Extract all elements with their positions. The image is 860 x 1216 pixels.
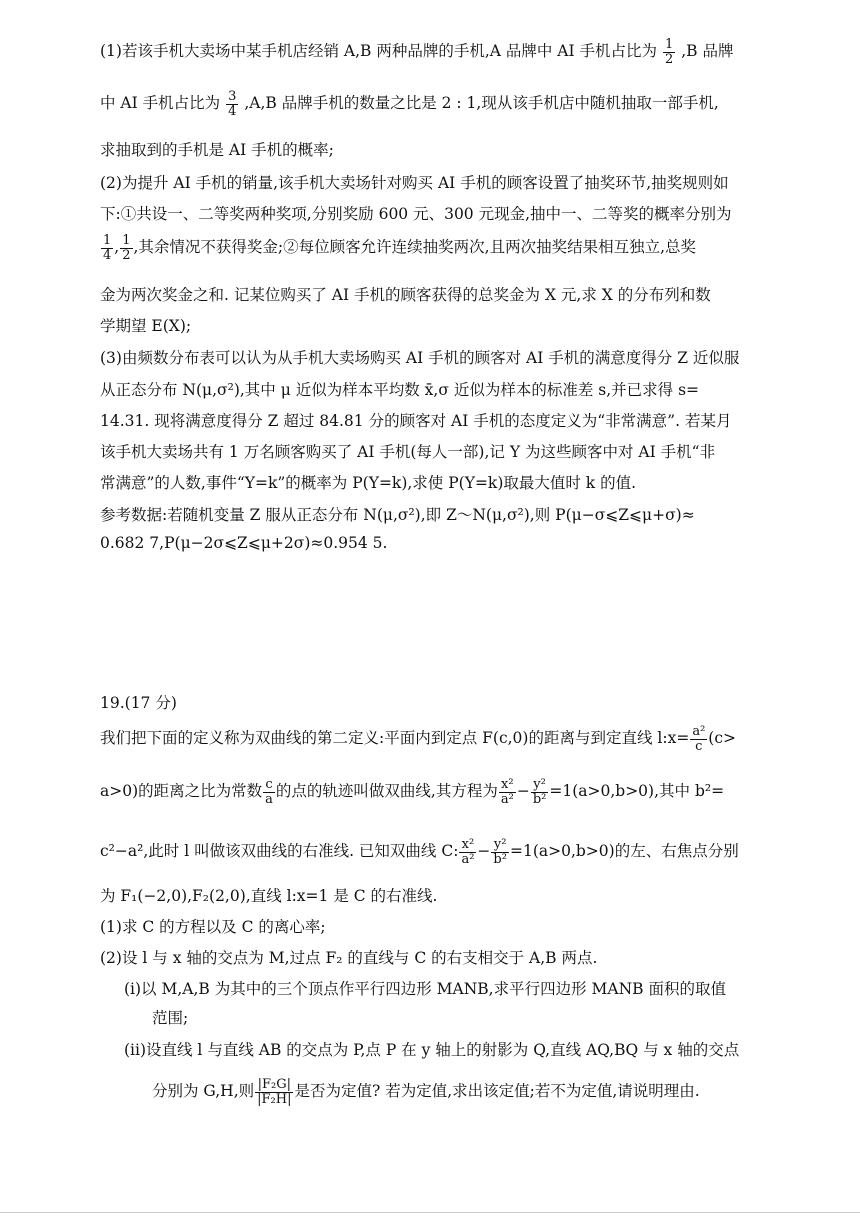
fraction-numerator: c — [263, 778, 275, 793]
text: − — [516, 782, 530, 801]
q18-part2-line5: 学期望 E(X); — [100, 317, 192, 335]
fraction — [531, 778, 549, 806]
text: 我们把下面的定义称为双曲线的第二定义:平面内到定点 F(c,0)的距离与到定直线 l:x= — [100, 729, 690, 748]
fraction — [263, 778, 275, 806]
text: =1(a>0,b>0),其中 b²= — [549, 782, 725, 801]
text: a>0)的距离之比为常数 — [100, 782, 263, 801]
fraction-numerator: x² — [499, 778, 516, 793]
q19-line4: 为 F₁(−2,0),F₂(2,0),直线 l:x=1 是 C 的右准线. — [100, 887, 438, 905]
q18-part1-line2 — [100, 90, 719, 118]
fraction-numerator: 1 — [103, 233, 112, 248]
q19-part2i-line1: (i)以 M,A,B 为其中的三个顶点作平行四边形 MANB,求平行四边形 MANB 面积的取值 — [124, 980, 726, 998]
fraction — [120, 234, 132, 262]
fraction-numerator: a² — [692, 724, 706, 739]
q19-header: 19.(17 分) — [100, 694, 177, 712]
q19-line2 — [100, 778, 724, 806]
q18-part3-line4: 该手机大卖场共有 1 万名顾客购买了 AI 手机(每人一部),记 Y 为这些顾客中对 AI 手机“非 — [100, 443, 716, 461]
q19-part2: (2)设 l 与 x 轴的交点为 M,过点 F₂ 的直线与 C 的右支相交于 A,B 两点. — [100, 949, 598, 967]
q18-part3-line5: 常满意”的人数,事件“Y=k”的概率为 P(Y=k),求使 P(Y=k)取最大值时 k 的值. — [100, 474, 637, 492]
q18-part2-line3 — [100, 234, 696, 262]
q18-part3-line3: 14.31. 现将满意度得分 Z 超过 84.81 分的顾客对 AI 手机的态度定义为“非常满意”. 若某月 — [100, 412, 732, 430]
fraction-denominator: |F₂H| — [257, 1091, 292, 1107]
fraction-numerator: y² — [531, 778, 549, 793]
page-bottom-edge — [0, 1212, 860, 1213]
text: ,其余情况不获得奖金;②每位顾客允许连续抽奖两次,且两次抽奖结果相互独立,总奖 — [133, 238, 697, 257]
fraction-numerator: 3 — [228, 89, 237, 104]
fraction — [690, 725, 707, 753]
text: =1(a>0,b>0)的左、右焦点分别 — [509, 842, 739, 861]
fraction-numerator: 1 — [664, 37, 674, 52]
fraction — [491, 838, 509, 866]
fraction-numerator: x² — [459, 838, 476, 853]
fraction-denominator: 2 — [122, 247, 131, 263]
q19-line1 — [100, 725, 736, 753]
q18-part3-line2: 从正态分布 N(μ,σ²),其中 μ 近似为样本平均数 x̄,σ 近似为样本的标准差 s,并已求得 s= — [100, 381, 700, 399]
fraction-denominator: b² — [532, 791, 547, 807]
q18-part2-line4: 金为两次奖金之和. 记某位购买了 AI 手机的顾客获得的总奖金为 X 元,求 X 的分布列和数 — [100, 286, 711, 304]
q19-part1: (1)求 C 的方程以及 C 的离心率; — [100, 918, 326, 936]
fraction-denominator: a² — [500, 791, 514, 807]
fraction-numerator: 1 — [122, 233, 131, 248]
fraction-denominator: b² — [493, 851, 507, 867]
q18-part1-line1 — [100, 38, 733, 66]
fraction-numerator: y² — [491, 838, 509, 853]
q19-part2i-line2: 范围; — [152, 1009, 189, 1027]
fraction-denominator: 4 — [103, 247, 112, 263]
fraction — [101, 234, 113, 262]
fraction-numerator: |F₂G| — [255, 1078, 293, 1093]
q19-part2ii-line1: (ii)设直线 l 与直线 AB 的交点为 P,点 P 在 y 轴上的射影为 Q,直线 AQ,BQ 与 x 轴的交点 — [124, 1041, 740, 1059]
text: 是否为定值? 若为定值,求出该定值;若不为定值,请说明理由. — [294, 1082, 700, 1101]
text: 中 AI 手机占比为 — [100, 94, 221, 113]
q18-part3-line1: (3)由频数分布表可以认为从手机大卖场购买 AI 手机的顾客对 AI 手机的满意度得分 Z 近似服 — [100, 349, 740, 367]
fraction — [255, 1078, 293, 1106]
text: c²−a²,此时 l 叫做该双曲线的右准线. 已知双曲线 C: — [100, 842, 459, 861]
fraction-denominator: c — [695, 738, 703, 754]
text: − — [477, 842, 491, 861]
q18-part1-line3: 求抽取到的手机是 AI 手机的概率; — [100, 141, 334, 159]
fraction — [226, 90, 238, 118]
text: ,A,B 品牌手机的数量之比是 2 : 1,现从该手机店中随机抽取一部手机, — [244, 94, 719, 113]
q18-part2-line1: (2)为提升 AI 手机的销量,该手机大卖场针对购买 AI 手机的顾客设置了抽奖环节,抽奖规则如 — [100, 174, 729, 192]
text: 分别为 G,H,则 — [152, 1082, 255, 1101]
q19-line3 — [100, 838, 739, 866]
fraction — [459, 838, 476, 866]
text: , — [114, 238, 120, 257]
fraction-denominator: 4 — [228, 103, 237, 119]
fraction-denominator: a² — [461, 851, 475, 867]
reference-data-line1: 参考数据:若随机变量 Z 服从正态分布 N(μ,σ²),即 Z～N(μ,σ²),则 P(μ−σ⩽Z⩽μ+σ)≈ — [100, 506, 695, 524]
fraction — [663, 38, 675, 66]
fraction-denominator: a — [265, 791, 273, 807]
text: ,B 品牌 — [681, 42, 734, 61]
fraction-denominator: 2 — [664, 51, 674, 67]
q19-part2ii-line2 — [152, 1078, 700, 1106]
reference-data-line2: 0.682 7,P(μ−2σ⩽Z⩽μ+2σ)≈0.954 5. — [100, 534, 388, 552]
text: (1)若该手机大卖场中某手机店经销 A,B 两种品牌的手机,A 品牌中 AI 手机占比为 — [100, 42, 658, 61]
text: (c> — [708, 729, 736, 748]
q18-part2-line2: 下:①共设一、二等奖两种奖项,分别奖励 600 元、300 元现金,抽中一、二等奖的概率分别为 — [100, 205, 732, 223]
text: 的点的轨迹叫做双曲线,其方程为 — [275, 782, 498, 801]
fraction — [499, 778, 516, 806]
